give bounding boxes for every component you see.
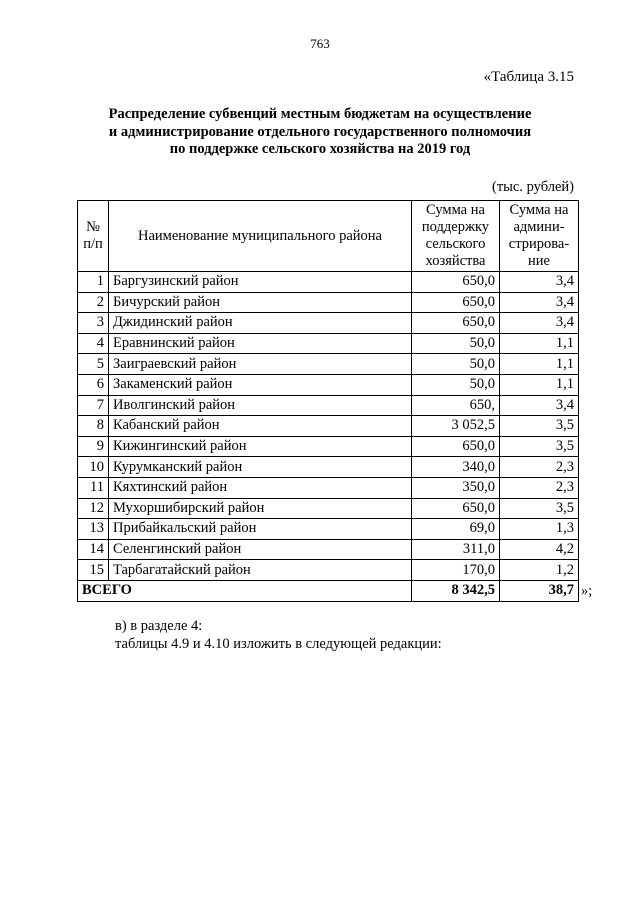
support-amount: 50,0 [412,333,500,354]
row-number: 9 [78,436,109,457]
total-admin: 38,7 [500,580,579,601]
admin-amount: 3,4 [500,292,579,313]
support-amount: 3 052,5 [412,416,500,437]
header-support: Сумма на поддержку сельского хозяйства [412,201,500,272]
admin-amount: 1,1 [500,354,579,375]
district-name: Заиграевский район [109,354,412,375]
header-name: Наименование муниципального района [109,201,412,272]
row-number: 5 [78,354,109,375]
table-row [78,457,579,478]
support-amount: 650,0 [412,498,500,519]
table-row [78,539,579,560]
district-name: Кижингинский район [109,436,412,457]
support-amount: 50,0 [412,354,500,375]
district-name: Селенгинский район [109,539,412,560]
body-line: в) в разделе 4: [115,618,203,634]
admin-amount: 2,3 [500,477,579,498]
support-amount: 650,0 [412,292,500,313]
row-number: 12 [78,498,109,519]
district-name: Бичурский район [109,292,412,313]
title-line: Распределение субвенций местным бюджетам на осуществление [108,106,532,122]
row-number: 15 [78,560,109,581]
title-line: и администрирование отдельного государственного полномочия [108,123,532,140]
district-name: Иволгинский район [109,395,412,416]
table-closing-quote: »; [581,583,593,599]
table-total-row [78,580,579,601]
admin-amount: 1,1 [500,333,579,354]
row-number: 13 [78,519,109,540]
support-amount: 69,0 [412,519,500,540]
district-name: Курумканский район [109,457,412,478]
table-header-row [78,201,579,272]
table-row [78,477,579,498]
table-reference: «Таблица 3.15 [483,69,574,85]
district-name: Кяхтинский район [109,477,412,498]
row-number: 7 [78,395,109,416]
support-amount: 340,0 [412,457,500,478]
admin-amount: 1,1 [500,374,579,395]
district-name: Тарбагатайский район [109,560,412,581]
district-name: Еравнинский район [109,333,412,354]
table-row [78,519,579,540]
district-name: Мухоршибирский район [109,498,412,519]
admin-amount: 3,5 [500,436,579,457]
table-row [78,354,579,375]
support-amount: 650,0 [412,272,500,293]
row-number: 4 [78,333,109,354]
row-number: 1 [78,272,109,293]
support-amount: 50,0 [412,374,500,395]
table-row [78,416,579,437]
district-name: Джидинский район [109,313,412,334]
district-name: Баргузинский район [109,272,412,293]
admin-amount: 1,2 [500,560,579,581]
support-amount: 311,0 [412,539,500,560]
table-row [78,560,579,581]
header-admin: Сумма на админи-стрирова-ние [500,201,579,272]
total-support: 8 342,5 [412,580,500,601]
admin-amount: 3,4 [500,395,579,416]
admin-amount: 3,4 [500,272,579,293]
page-number: 763 [310,36,330,51]
title-line: по поддержке сельского хозяйства на 2019 год [169,141,471,157]
admin-amount: 3,5 [500,416,579,437]
admin-amount: 4,2 [500,539,579,560]
table-row [78,292,579,313]
total-label: ВСЕГО [78,580,412,601]
support-amount: 650,0 [412,313,500,334]
district-name: Прибайкальский район [109,519,412,540]
admin-amount: 2,3 [500,457,579,478]
row-number: 2 [78,292,109,313]
support-amount: 350,0 [412,477,500,498]
support-amount: 650, [412,395,500,416]
row-number: 8 [78,416,109,437]
table-row [78,395,579,416]
row-number: 10 [78,457,109,478]
table-row [78,498,579,519]
row-number: 6 [78,374,109,395]
document-title [60,106,580,159]
admin-amount: 3,5 [500,498,579,519]
units-label: (тыс. рублей) [492,179,574,195]
support-amount: 650,0 [412,436,500,457]
admin-amount: 3,4 [500,313,579,334]
district-name: Кабанский район [109,416,412,437]
table-row [78,313,579,334]
table-row [78,333,579,354]
support-amount: 170,0 [412,560,500,581]
row-number: 14 [78,539,109,560]
body-text [115,617,442,653]
header-num: № п/п [78,201,109,272]
admin-amount: 1,3 [500,519,579,540]
subventions-table [77,200,579,602]
row-number: 11 [78,477,109,498]
district-name: Закаменский район [109,374,412,395]
table-row [78,272,579,293]
table-row [78,374,579,395]
table-row [78,436,579,457]
body-line: таблицы 4.9 и 4.10 изложить в следующей редакции: [115,636,442,652]
row-number: 3 [78,313,109,334]
